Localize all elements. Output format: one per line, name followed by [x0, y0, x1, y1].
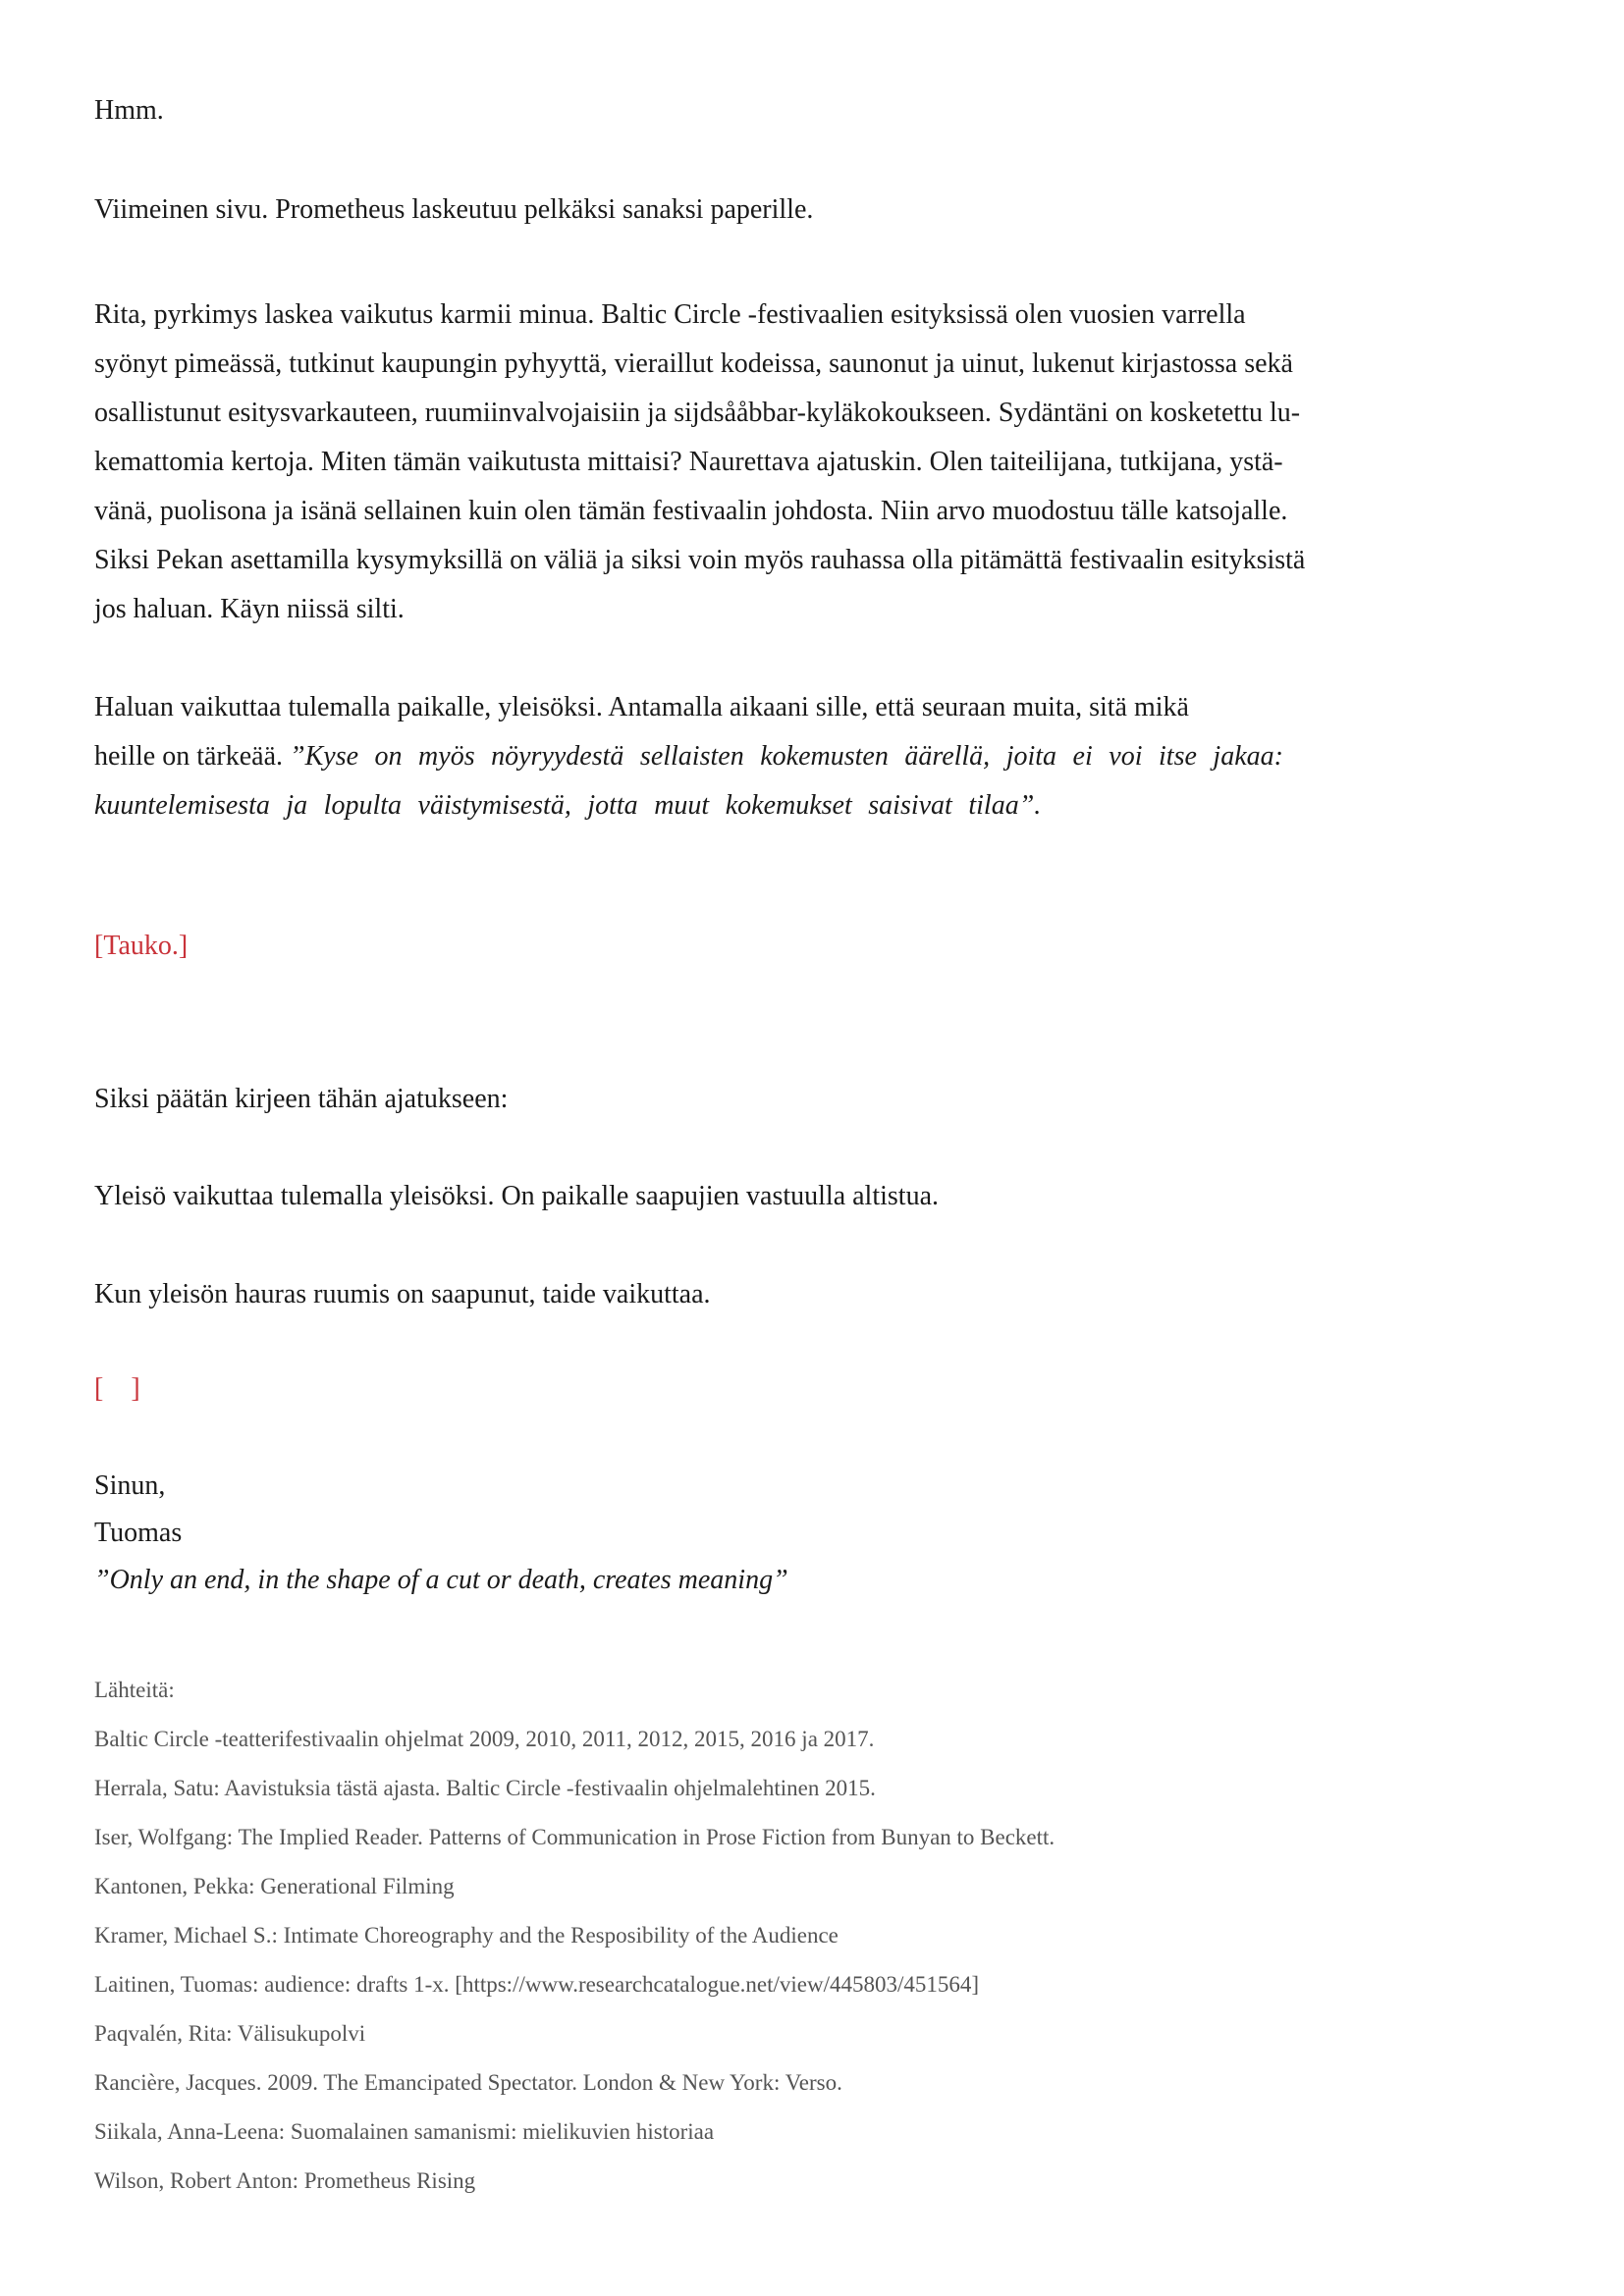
paragraph-rita: [94, 291, 1555, 634]
letter-line: osallistunut esitysvarkauteen, ruumiinvalvojaisiin ja sijdsååbbar-kyläkokoukseen. Sydäntäni on kosketettu lu-: [94, 398, 1301, 428]
bib-entry: Wilson, Robert Anton: Prometheus Rising: [94, 2168, 476, 2193]
bib-entry: Baltic Circle -teatterifestivaalin ohjelmat 2009, 2010, 2011, 2012, 2015, 2016 ja 2017.: [94, 1727, 875, 1751]
letter-line: Siksi päätän kirjeen tähän ajatukseen:: [94, 1084, 509, 1114]
quote-italic: ”Kyse on myös nöyryydestä sellaisten kokemusten äärellä, joita ei voi itse jakaa:: [290, 741, 1283, 772]
letter-line: vänä, puolisona ja isänä sellainen kuin olen tämän festivaalin johdosta. Niin arvo muodostuu tälle katsojalle.: [94, 496, 1288, 526]
signature-block: [94, 1463, 1555, 1604]
bib-entry: Herrala, Satu: Aavistuksia tästä ajasta. Baltic Circle -festivaalin ohjelmalehtinen 2015.: [94, 1776, 876, 1800]
letter-line: Yleisö vaikuttaa tulemalla yleisöksi. On paikalle saapujien vastuulla altistua.: [94, 1181, 940, 1211]
bib-entry: Kramer, Michael S.: Intimate Choreography and the Resposibility of the Audience: [94, 1923, 839, 1948]
letter-line: Haluan vaikuttaa tulemalla paikalle, yleisöksi. Antamalla aikaani sille, että seuraan muita, sitä mikä: [94, 692, 1189, 722]
letter-line: syönyt pimeässä, tutkinut kaupungin pyhyyttä, vieraillut kodeissa, saunonut ja uinut, lukenut kirjastossa sekä: [94, 348, 1293, 379]
closing-quote: ”Only an end, in the shape of a cut or death, creates meaning”: [94, 1565, 788, 1595]
sources-heading: Lähteitä:: [94, 1678, 175, 1702]
bib-entry: Kantonen, Pekka: Generational Filming: [94, 1874, 455, 1898]
stage-direction-tauko: [94, 922, 1555, 971]
letter-line: [94, 732, 1555, 781]
paragraph-siksi: [94, 1075, 1555, 1124]
stage-direction-text: [ ]: [94, 1373, 140, 1404]
letter-line-roman: heille on tärkeää.: [94, 741, 291, 772]
bib-entry: Laitinen, Tuomas: audience: drafts 1-x. [https://www.researchcatalogue.net/view/445803/451564]: [94, 1972, 980, 1997]
bib-entry: Iser, Wolfgang: The Implied Reader. Patterns of Communication in Prose Fiction from Bunyan to Beckett.: [94, 1825, 1056, 1849]
letter-line: kemattomia kertoja. Miten tämän vaikutusta mittaisi? Naurettava ajatuskin. Olen taiteilijana, tutkijana, ystä-: [94, 447, 1283, 477]
sources-section: [94, 1666, 1555, 2206]
paragraph-viimeinen: [94, 186, 1555, 235]
signature-name: Tuomas: [94, 1518, 183, 1548]
signature-closing: Sinun,: [94, 1470, 166, 1501]
letter-line: Hmm.: [94, 95, 164, 126]
quote-italic: kuuntelemisesta ja lopulta väistymisestä, jotta muut kokemukset saisivat tilaa”.: [94, 790, 1042, 821]
bib-entry: Siikala, Anna-Leena: Suomalainen samanismi: mielikuvien historiaa: [94, 2119, 715, 2144]
paragraph-haluan: [94, 683, 1555, 830]
bib-entry: Rancière, Jacques. 2009. The Emancipated Spectator. London & New York: Verso.: [94, 2070, 842, 2095]
stage-direction-text: [Tauko.]: [94, 931, 189, 961]
paragraph-kun: [94, 1270, 1555, 1319]
stage-direction-empty-brackets: [94, 1364, 1555, 1414]
letter-line: Viimeinen sivu. Prometheus laskeutuu pelkäksi sanaksi paperille.: [94, 194, 814, 225]
letter-line: Siksi Pekan asettamilla kysymyksillä on väliä ja siksi voin myös rauhassa olla pitämättä festivaalin esityksistä: [94, 545, 1306, 575]
bib-entry: Paqvalén, Rita: Välisukupolvi: [94, 2021, 366, 2046]
paragraph-yleiso: [94, 1172, 1555, 1221]
letter-line: jos haluan. Käyn niissä silti.: [94, 594, 405, 624]
paragraph-hmm: [94, 86, 1555, 135]
letter-line: Rita, pyrkimys laskea vaikutus karmii minua. Baltic Circle -festivaalien esityksissä olen vuosien varrella: [94, 299, 1246, 330]
letter-line: Kun yleisön hauras ruumis on saapunut, taide vaikuttaa.: [94, 1279, 711, 1309]
